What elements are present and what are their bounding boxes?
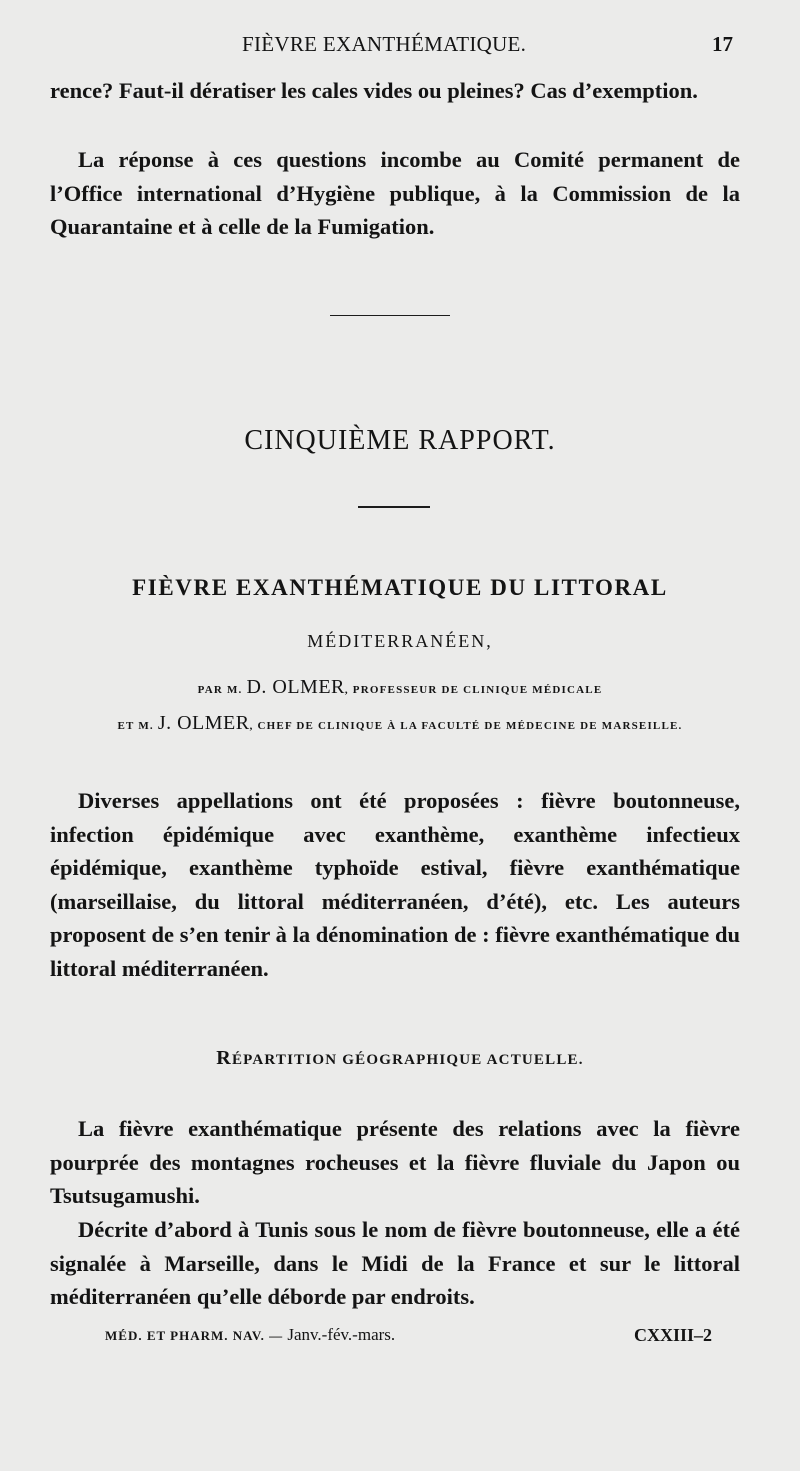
article-title-continued: MÉDITERRANÉEN,: [307, 631, 493, 651]
body-paragraph: Décrite d’abord à Tunis sous le nom de fièvre boutonneuse, elle a été signalée à Marseille, dans le Midi de la France et sur le littoral méditerranéen qu’elle déborde par endroits.: [50, 1217, 740, 1309]
page-footer: [0, 1325, 800, 1353]
section-divider: [330, 315, 450, 316]
author-title: , PROFESSEUR DE CLINIQUE MÉDICALE: [344, 684, 603, 696]
continued-paragraph: rence? Faut-il dératiser les cales vides ou pleines? Cas d’exemption.: [50, 78, 698, 103]
byline-prefix: PAR M.: [197, 684, 247, 696]
page-number: 17: [712, 32, 733, 56]
report-heading: CINQUIÈME RAPPORT.: [244, 425, 556, 456]
section-heading: [0, 1047, 800, 1070]
running-head: [0, 32, 800, 62]
body-paragraph: La fièvre exanthématique présente des relations avec la fièvre pourprée des montagnes rocheuses et la fièvre fluviale du Japon ou Tsutsugamushi.: [50, 1116, 740, 1208]
author-name: D. OLMER: [246, 676, 345, 698]
body-paragraph: Diverses appellations ont été proposées : fièvre boutonneuse, infection épidémique avec exanthème, exanthème infectieux épidémique, exanthème typhoïde estival, fièvre exanthématique (marseillaise, du littoral méditerranéen, d’été), etc. Les auteurs proposent de s’en tenir à la dénomination de : fièvre exanthématique du littoral méditerranéen.: [50, 788, 740, 981]
author-byline-1: [0, 676, 800, 699]
author-title: , CHEF DE CLINIQUE À LA FACULTÉ DE MÉDECINE DE MARSEILLE.: [249, 720, 683, 732]
running-title: FIÈVRE EXANTHÉMATIQUE.: [242, 32, 527, 56]
byline-prefix: ET M.: [117, 720, 158, 732]
author-byline-2: [0, 712, 800, 735]
journal-reference: [105, 1325, 395, 1345]
intro-paragraph: La réponse à ces questions incombe au Comité permanent de l’Office international d’Hygiène publique, à la Commission de la Quarantaine et à celle de la Fumigation.: [50, 147, 740, 239]
section-heading-initial: R: [216, 1047, 232, 1069]
section-heading-text: ÉPARTITION GÉOGRAPHIQUE ACTUELLE.: [231, 1052, 584, 1068]
author-name: J. OLMER: [157, 712, 250, 734]
journal-name: MÉD. ET PHARM. NAV. —: [105, 1328, 288, 1343]
signature-mark: CXXIII–2: [634, 1325, 713, 1345]
article-title: FIÈVRE EXANTHÉMATIQUE DU LITTORAL: [132, 575, 668, 600]
heading-underline: [358, 506, 430, 508]
journal-issue: Janv.-fév.-mars.: [287, 1325, 396, 1344]
